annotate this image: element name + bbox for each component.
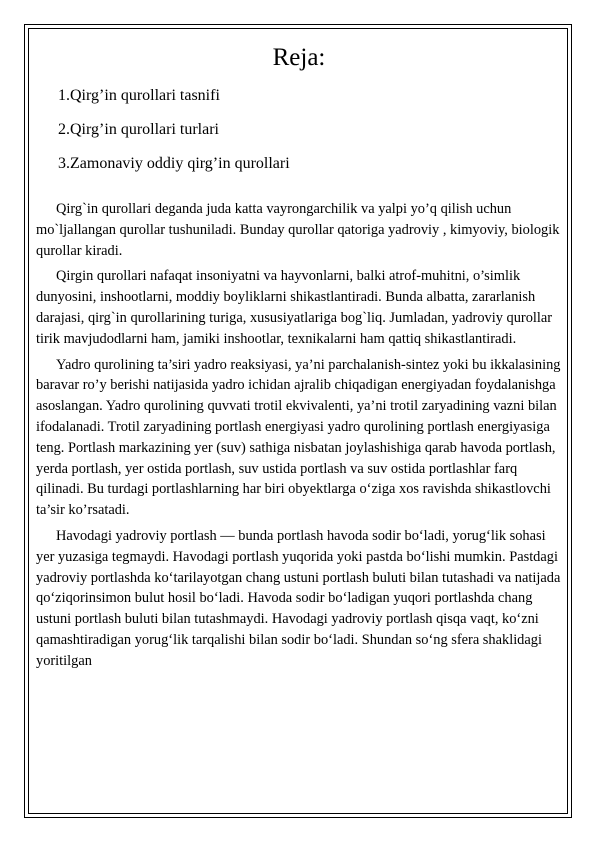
paragraph: Qirgin qurollari nafaqat insoniyatni va hayvonlarni, balki atrof-muhitni, o’simlik dunyosini, inshootlarni, moddiy boyliklarni shikastlantiradi. Bunda albatta, zararlanish darajasi, qirg`in qurollarining turiga, xususiyatlariga bog`liq. Jumladan, yadroviy qurollar tirik mavjudodlarni ham, jamiki inshootlar, texnikalarni ham qattiq shikastlantiradi. [36,268,553,347]
plan-item: 2.Qirg’in qurollari turlari [58,121,219,138]
body-text [36,199,562,672]
plan-item: 1.Qirg’in qurollari tasnifi [58,87,220,104]
plan-item: 3.Zamonaviy oddiy qirg’in qurollari [58,155,290,172]
paragraph: Havodagi yadroviy portlash — bunda portlash havoda sodir bo‘ladi, yorug‘lik sohasi yer yuzasiga tegmaydi. Havodagi portlash yuqorida yoki pastda bo‘lishi mumkin. Pastdagi yadroviy portlashda ko‘tarilayotgan chang ustuni portlash buluti bilan tutashadi va natijada qo‘ziqorinsimon bulut hosil bo‘ladi. Havoda sodir bo‘ladigan yuqori portlashda chang ustuni portlash buluti bilan tutashmaydi. Havodagi yadroviy portlash qisqa vaqt, ko‘zni qamashtiradigan yorug‘lik tarqalishi bilan sodir bo‘ladi. Shundan so‘ng sfera shaklidagi yoritilgan [36,527,561,669]
paragraph: Qirg`in qurollari deganda juda katta vayrongarchilik va yalpi yo’q qilish uchun mo`ljallangan qurollar tushuniladi. Bunday qurollar qatoriga yadroviy , kimyoviy, biologik qurollar kiradi. [36,201,560,259]
page-title: Reja: [272,44,326,71]
paragraph: Yadro qurolining ta’siri yadro reaksiyasi, ya’ni parchalanish-sintez yoki bu ikkalasining baravar ro’y berishi natijasida yadro ichidan ajralib chiqadigan energiyadan foydalanishga asoslangan. Yadro qurolining quvvati trotil ekvivalenti, ya’ni trotil zaryadining vazni bilan ifodalanadi. Trotil zaryadining portlash energiyasi yadro qurolining portlash energiyasiga teng. Portlash markazining yer (suv) sathiga nisbatan joylashishiga qarab havoda portlash, yerda portlash, yer ostida portlash, suv ustida portlash va suv ostida portlashlar farq qilinadi. Bu turdagi portlashlarning har biri obyektlarga o‘ziga xos ravishda shikastlovchi ta’sir ko’rsatadi. [36,356,561,519]
document-content [36,42,562,677]
plan-list [36,86,562,173]
